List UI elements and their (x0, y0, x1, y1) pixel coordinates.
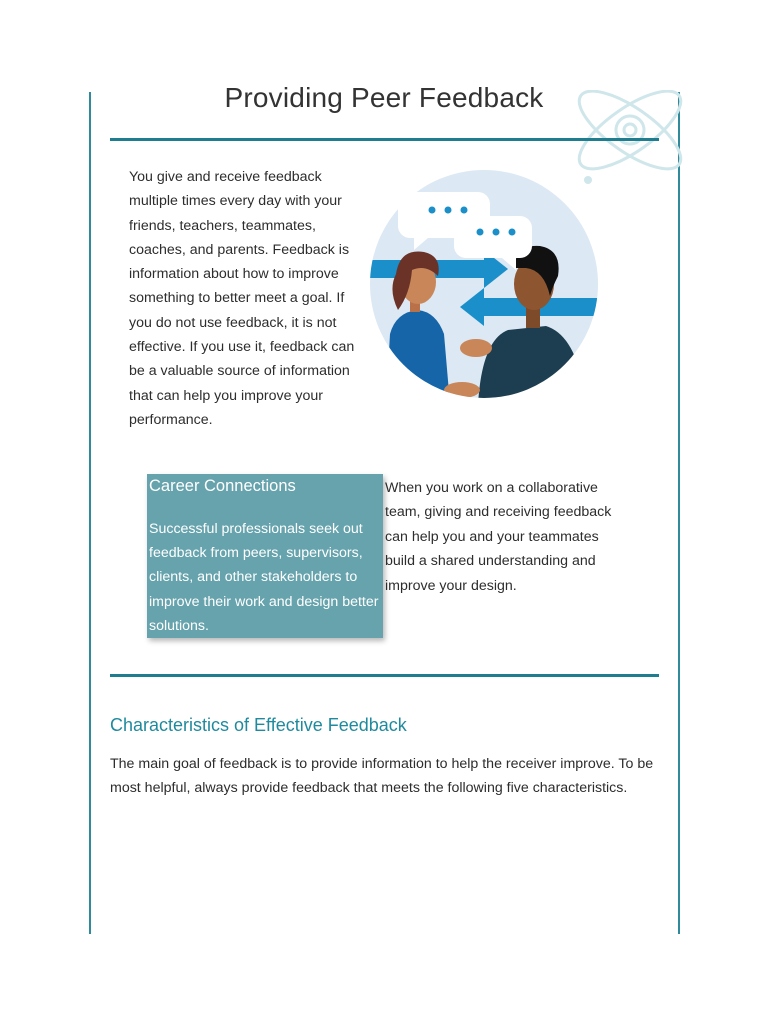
two-people-exchanging-feedback-illustration (366, 164, 602, 404)
collaboration-paragraph: When you work on a collaborative team, giving and receiving feedback can help you and your teammates build a shared understanding and improve your design. (385, 480, 612, 594)
career-connections-title: Career Connections (149, 477, 296, 495)
section-paragraph: The main goal of feedback is to provide information to help the receiver improve. To be most helpful, always provide feedback that meets the following five characteristics. (110, 756, 654, 797)
page-frame-left-border (89, 92, 91, 934)
page-frame-right-border (678, 92, 680, 934)
page-title: Providing Peer Feedback (224, 82, 544, 113)
section-divider (110, 674, 659, 677)
section-heading: Characteristics of Effective Feedback (110, 715, 407, 735)
title-divider (110, 138, 659, 141)
intro-paragraph: You give and receive feedback multiple times every day with your friends, teachers, teammates, coaches, and parents. Feedback is information about how to improve something to better meet a goal. If you do not use feedback, it is not effective. If you use it, feedback can be a valuable source of information that can help you improve your performance. (129, 169, 355, 428)
career-connections-callout (147, 474, 383, 638)
career-connections-text: Successful professionals seek out feedback from peers, supervisors, clients, and other stakeholders to improve their work and design better solutions. (149, 521, 379, 634)
